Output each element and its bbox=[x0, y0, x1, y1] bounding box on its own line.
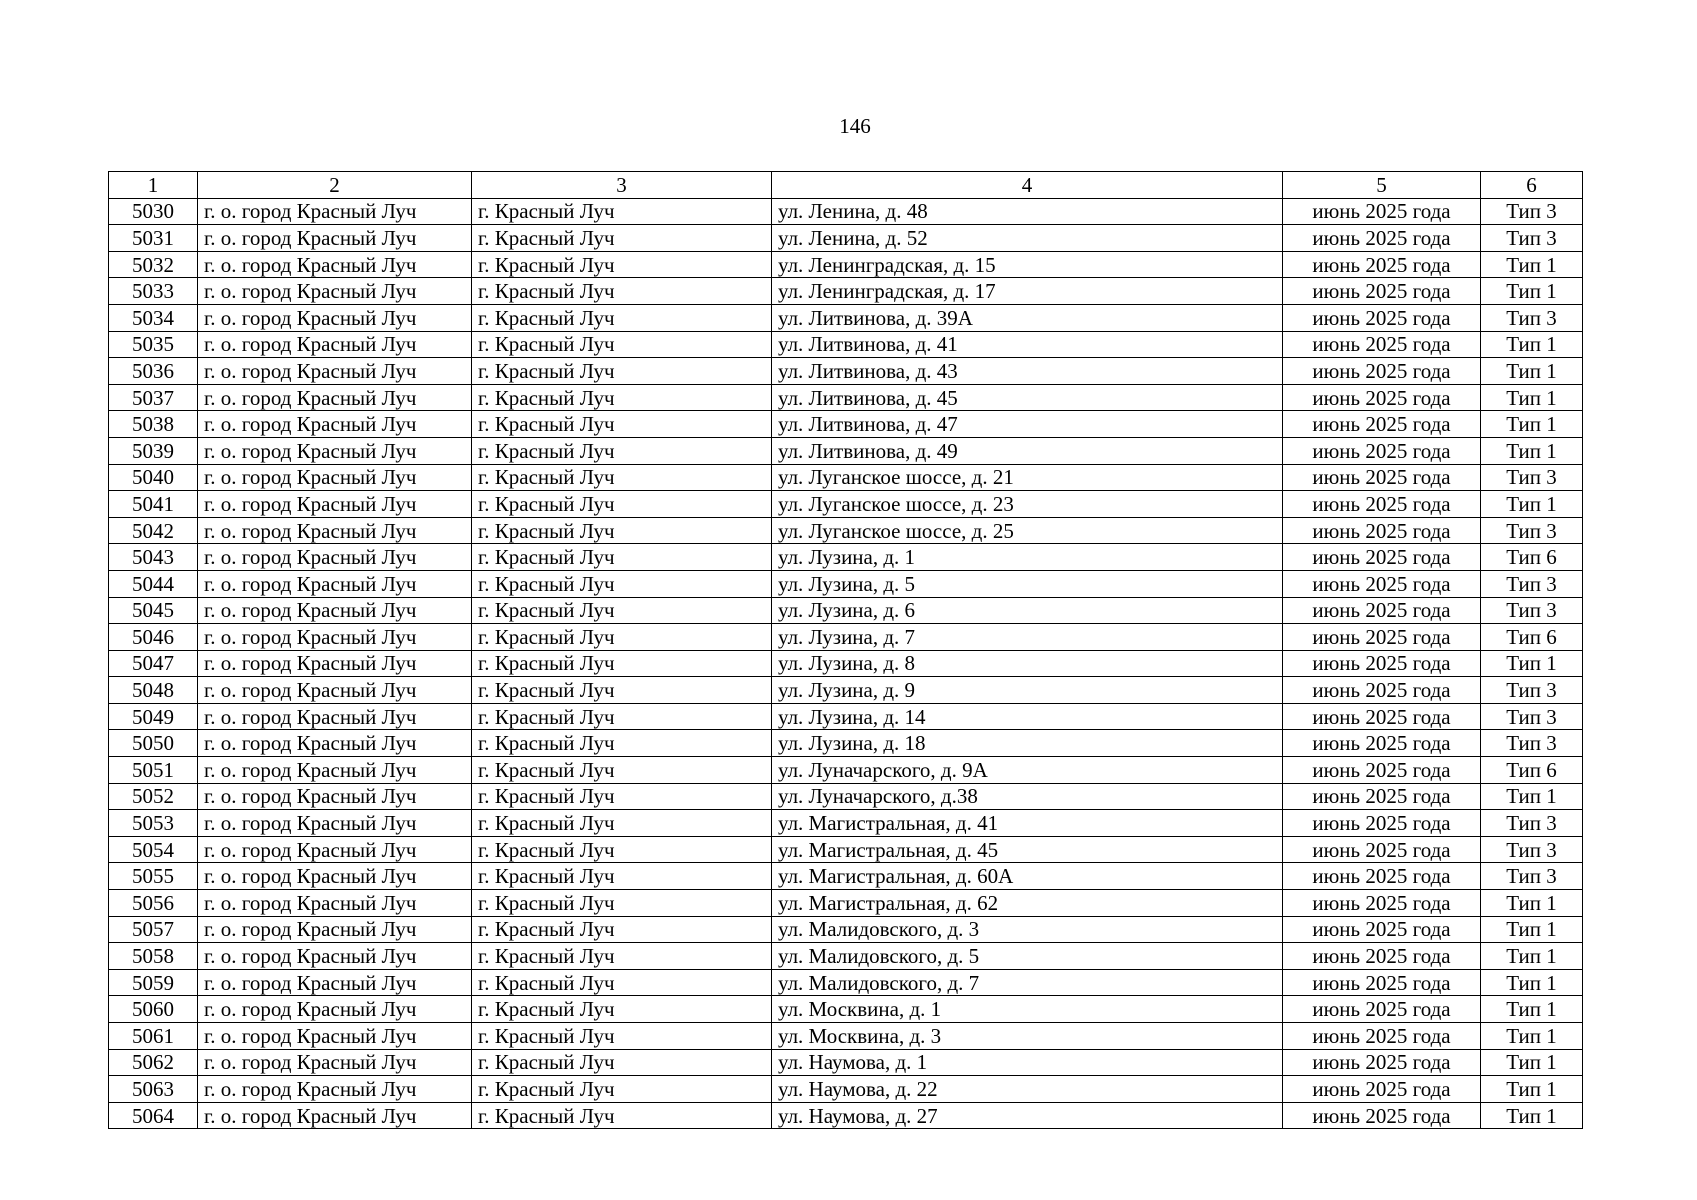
address-cell: ул. Лузина, д. 1 bbox=[772, 544, 1283, 571]
settlement-cell: г. Красный Луч bbox=[472, 464, 772, 491]
municipality-cell: г. о. город Красный Луч bbox=[198, 1102, 472, 1129]
date-cell: июнь 2025 года bbox=[1283, 810, 1481, 837]
row-number: 5042 bbox=[109, 517, 198, 544]
address-cell: ул. Луначарского, д. 9А bbox=[772, 757, 1283, 784]
municipality-cell: г. о. город Красный Луч bbox=[198, 996, 472, 1023]
settlement-cell: г. Красный Луч bbox=[472, 969, 772, 996]
type-cell: Тип 6 bbox=[1481, 757, 1583, 784]
municipality-cell: г. о. город Красный Луч bbox=[198, 1023, 472, 1050]
table-row bbox=[109, 916, 1583, 943]
table-row bbox=[109, 304, 1583, 331]
municipality-cell: г. о. город Красный Луч bbox=[198, 863, 472, 890]
table-row bbox=[109, 996, 1583, 1023]
table-row bbox=[109, 544, 1583, 571]
municipality-cell: г. о. город Красный Луч bbox=[198, 1049, 472, 1076]
date-cell: июнь 2025 года bbox=[1283, 464, 1481, 491]
row-number: 5044 bbox=[109, 570, 198, 597]
settlement-cell: г. Красный Луч bbox=[472, 570, 772, 597]
settlement-cell: г. Красный Луч bbox=[472, 198, 772, 225]
municipality-cell: г. о. город Красный Луч bbox=[198, 198, 472, 225]
date-cell: июнь 2025 года bbox=[1283, 304, 1481, 331]
table-row bbox=[109, 1076, 1583, 1103]
type-cell: Тип 3 bbox=[1481, 730, 1583, 757]
row-number: 5059 bbox=[109, 969, 198, 996]
date-cell: июнь 2025 года bbox=[1283, 757, 1481, 784]
municipality-cell: г. о. город Красный Луч bbox=[198, 783, 472, 810]
type-cell: Тип 1 bbox=[1481, 969, 1583, 996]
settlement-cell: г. Красный Луч bbox=[472, 863, 772, 890]
type-cell: Тип 3 bbox=[1481, 464, 1583, 491]
date-cell: июнь 2025 года bbox=[1283, 225, 1481, 252]
settlement-cell: г. Красный Луч bbox=[472, 650, 772, 677]
address-cell: ул. Литвинова, д. 39А bbox=[772, 304, 1283, 331]
column-header: 6 bbox=[1481, 172, 1583, 199]
row-number: 5055 bbox=[109, 863, 198, 890]
date-cell: июнь 2025 года bbox=[1283, 1076, 1481, 1103]
municipality-cell: г. о. город Красный Луч bbox=[198, 358, 472, 385]
settlement-cell: г. Красный Луч bbox=[472, 1023, 772, 1050]
settlement-cell: г. Красный Луч bbox=[472, 437, 772, 464]
municipality-cell: г. о. город Красный Луч bbox=[198, 411, 472, 438]
type-cell: Тип 1 bbox=[1481, 943, 1583, 970]
address-cell: ул. Луганское шоссе, д. 25 bbox=[772, 517, 1283, 544]
date-cell: июнь 2025 года bbox=[1283, 783, 1481, 810]
date-cell: июнь 2025 года bbox=[1283, 943, 1481, 970]
date-cell: июнь 2025 года bbox=[1283, 1102, 1481, 1129]
type-cell: Тип 1 bbox=[1481, 1102, 1583, 1129]
header-row bbox=[109, 172, 1583, 199]
row-number: 5063 bbox=[109, 1076, 198, 1103]
row-number: 5039 bbox=[109, 437, 198, 464]
settlement-cell: г. Красный Луч bbox=[472, 836, 772, 863]
address-cell: ул. Литвинова, д. 41 bbox=[772, 331, 1283, 358]
row-number: 5032 bbox=[109, 251, 198, 278]
settlement-cell: г. Красный Луч bbox=[472, 943, 772, 970]
address-cell: ул. Наумова, д. 27 bbox=[772, 1102, 1283, 1129]
date-cell: июнь 2025 года bbox=[1283, 703, 1481, 730]
address-cell: ул. Ленина, д. 48 bbox=[772, 198, 1283, 225]
settlement-cell: г. Красный Луч bbox=[472, 996, 772, 1023]
municipality-cell: г. о. город Красный Луч bbox=[198, 677, 472, 704]
date-cell: июнь 2025 года bbox=[1283, 597, 1481, 624]
row-number: 5035 bbox=[109, 331, 198, 358]
row-number: 5037 bbox=[109, 384, 198, 411]
type-cell: Тип 1 bbox=[1481, 437, 1583, 464]
type-cell: Тип 1 bbox=[1481, 251, 1583, 278]
type-cell: Тип 1 bbox=[1481, 384, 1583, 411]
type-cell: Тип 3 bbox=[1481, 198, 1583, 225]
municipality-cell: г. о. город Красный Луч bbox=[198, 890, 472, 917]
row-number: 5057 bbox=[109, 916, 198, 943]
type-cell: Тип 3 bbox=[1481, 304, 1583, 331]
type-cell: Тип 1 bbox=[1481, 783, 1583, 810]
address-cell: ул. Литвинова, д. 43 bbox=[772, 358, 1283, 385]
row-number: 5053 bbox=[109, 810, 198, 837]
table-row bbox=[109, 597, 1583, 624]
address-cell: ул. Наумова, д. 22 bbox=[772, 1076, 1283, 1103]
table-row bbox=[109, 624, 1583, 651]
date-cell: июнь 2025 года bbox=[1283, 969, 1481, 996]
municipality-cell: г. о. город Красный Луч bbox=[198, 597, 472, 624]
address-cell: ул. Лузина, д. 5 bbox=[772, 570, 1283, 597]
row-number: 5058 bbox=[109, 943, 198, 970]
settlement-cell: г. Красный Луч bbox=[472, 1076, 772, 1103]
table-row bbox=[109, 943, 1583, 970]
type-cell: Тип 3 bbox=[1481, 517, 1583, 544]
table-row bbox=[109, 491, 1583, 518]
row-number: 5041 bbox=[109, 491, 198, 518]
date-cell: июнь 2025 года bbox=[1283, 570, 1481, 597]
date-cell: июнь 2025 года bbox=[1283, 517, 1481, 544]
settlement-cell: г. Красный Луч bbox=[472, 703, 772, 730]
address-cell: ул. Ленинградская, д. 17 bbox=[772, 278, 1283, 305]
table-row bbox=[109, 863, 1583, 890]
type-cell: Тип 1 bbox=[1481, 331, 1583, 358]
date-cell: июнь 2025 года bbox=[1283, 677, 1481, 704]
type-cell: Тип 1 bbox=[1481, 1023, 1583, 1050]
table-row bbox=[109, 890, 1583, 917]
row-number: 5043 bbox=[109, 544, 198, 571]
municipality-cell: г. о. город Красный Луч bbox=[198, 437, 472, 464]
settlement-cell: г. Красный Луч bbox=[472, 251, 772, 278]
row-number: 5038 bbox=[109, 411, 198, 438]
row-number: 5031 bbox=[109, 225, 198, 252]
date-cell: июнь 2025 года bbox=[1283, 1023, 1481, 1050]
address-cell: ул. Магистральная, д. 41 bbox=[772, 810, 1283, 837]
row-number: 5049 bbox=[109, 703, 198, 730]
row-number: 5060 bbox=[109, 996, 198, 1023]
type-cell: Тип 3 bbox=[1481, 863, 1583, 890]
settlement-cell: г. Красный Луч bbox=[472, 783, 772, 810]
type-cell: Тип 1 bbox=[1481, 1049, 1583, 1076]
table-header bbox=[109, 172, 1583, 199]
table-row bbox=[109, 730, 1583, 757]
address-cell: ул. Лузина, д. 18 bbox=[772, 730, 1283, 757]
settlement-cell: г. Красный Луч bbox=[472, 278, 772, 305]
municipality-cell: г. о. город Красный Луч bbox=[198, 251, 472, 278]
table-row bbox=[109, 703, 1583, 730]
settlement-cell: г. Красный Луч bbox=[472, 384, 772, 411]
table-row bbox=[109, 969, 1583, 996]
address-cell: ул. Лузина, д. 8 bbox=[772, 650, 1283, 677]
municipality-cell: г. о. город Красный Луч bbox=[198, 703, 472, 730]
type-cell: Тип 1 bbox=[1481, 1076, 1583, 1103]
date-cell: июнь 2025 года bbox=[1283, 358, 1481, 385]
registry-table bbox=[108, 171, 1583, 1129]
table-row bbox=[109, 836, 1583, 863]
date-cell: июнь 2025 года bbox=[1283, 890, 1481, 917]
settlement-cell: г. Красный Луч bbox=[472, 517, 772, 544]
settlement-cell: г. Красный Луч bbox=[472, 597, 772, 624]
settlement-cell: г. Красный Луч bbox=[472, 810, 772, 837]
settlement-cell: г. Красный Луч bbox=[472, 491, 772, 518]
table-row bbox=[109, 198, 1583, 225]
table-row bbox=[109, 677, 1583, 704]
column-header: 5 bbox=[1283, 172, 1481, 199]
settlement-cell: г. Красный Луч bbox=[472, 1049, 772, 1076]
address-cell: ул. Луначарского, д.38 bbox=[772, 783, 1283, 810]
address-cell: ул. Лузина, д. 14 bbox=[772, 703, 1283, 730]
table-row bbox=[109, 783, 1583, 810]
date-cell: июнь 2025 года bbox=[1283, 650, 1481, 677]
address-cell: ул. Луганское шоссе, д. 21 bbox=[772, 464, 1283, 491]
settlement-cell: г. Красный Луч bbox=[472, 624, 772, 651]
row-number: 5030 bbox=[109, 198, 198, 225]
settlement-cell: г. Красный Луч bbox=[472, 331, 772, 358]
address-cell: ул. Лузина, д. 9 bbox=[772, 677, 1283, 704]
address-cell: ул. Литвинова, д. 49 bbox=[772, 437, 1283, 464]
row-number: 5033 bbox=[109, 278, 198, 305]
table-row bbox=[109, 517, 1583, 544]
address-cell: ул. Литвинова, д. 47 bbox=[772, 411, 1283, 438]
column-header: 4 bbox=[772, 172, 1283, 199]
row-number: 5036 bbox=[109, 358, 198, 385]
column-header: 2 bbox=[198, 172, 472, 199]
address-cell: ул. Ленинградская, д. 15 bbox=[772, 251, 1283, 278]
row-number: 5040 bbox=[109, 464, 198, 491]
municipality-cell: г. о. город Красный Луч bbox=[198, 757, 472, 784]
type-cell: Тип 6 bbox=[1481, 544, 1583, 571]
row-number: 5056 bbox=[109, 890, 198, 917]
municipality-cell: г. о. город Красный Луч bbox=[198, 225, 472, 252]
date-cell: июнь 2025 года bbox=[1283, 491, 1481, 518]
row-number: 5046 bbox=[109, 624, 198, 651]
address-cell: ул. Лузина, д. 6 bbox=[772, 597, 1283, 624]
table-row bbox=[109, 1102, 1583, 1129]
municipality-cell: г. о. город Красный Луч bbox=[198, 544, 472, 571]
type-cell: Тип 1 bbox=[1481, 996, 1583, 1023]
table-row bbox=[109, 358, 1583, 385]
type-cell: Тип 3 bbox=[1481, 597, 1583, 624]
type-cell: Тип 3 bbox=[1481, 836, 1583, 863]
date-cell: июнь 2025 года bbox=[1283, 836, 1481, 863]
type-cell: Тип 3 bbox=[1481, 570, 1583, 597]
type-cell: Тип 6 bbox=[1481, 624, 1583, 651]
municipality-cell: г. о. город Красный Луч bbox=[198, 304, 472, 331]
table-row bbox=[109, 757, 1583, 784]
type-cell: Тип 3 bbox=[1481, 677, 1583, 704]
table-row bbox=[109, 331, 1583, 358]
municipality-cell: г. о. город Красный Луч bbox=[198, 331, 472, 358]
table-row bbox=[109, 225, 1583, 252]
address-cell: ул. Малидовского, д. 3 bbox=[772, 916, 1283, 943]
type-cell: Тип 1 bbox=[1481, 890, 1583, 917]
settlement-cell: г. Красный Луч bbox=[472, 890, 772, 917]
settlement-cell: г. Красный Луч bbox=[472, 225, 772, 252]
address-cell: ул. Магистральная, д. 45 bbox=[772, 836, 1283, 863]
date-cell: июнь 2025 года bbox=[1283, 331, 1481, 358]
type-cell: Тип 1 bbox=[1481, 491, 1583, 518]
municipality-cell: г. о. город Красный Луч bbox=[198, 384, 472, 411]
date-cell: июнь 2025 года bbox=[1283, 411, 1481, 438]
row-number: 5047 bbox=[109, 650, 198, 677]
type-cell: Тип 3 bbox=[1481, 225, 1583, 252]
date-cell: июнь 2025 года bbox=[1283, 624, 1481, 651]
settlement-cell: г. Красный Луч bbox=[472, 304, 772, 331]
table-body bbox=[109, 198, 1583, 1129]
municipality-cell: г. о. город Красный Луч bbox=[198, 624, 472, 651]
table-row bbox=[109, 650, 1583, 677]
date-cell: июнь 2025 года bbox=[1283, 730, 1481, 757]
address-cell: ул. Магистральная, д. 62 bbox=[772, 890, 1283, 917]
municipality-cell: г. о. город Красный Луч bbox=[198, 730, 472, 757]
settlement-cell: г. Красный Луч bbox=[472, 916, 772, 943]
settlement-cell: г. Красный Луч bbox=[472, 544, 772, 571]
date-cell: июнь 2025 года bbox=[1283, 251, 1481, 278]
address-cell: ул. Лузина, д. 7 bbox=[772, 624, 1283, 651]
row-number: 5061 bbox=[109, 1023, 198, 1050]
municipality-cell: г. о. город Красный Луч bbox=[198, 517, 472, 544]
row-number: 5064 bbox=[109, 1102, 198, 1129]
type-cell: Тип 1 bbox=[1481, 411, 1583, 438]
date-cell: июнь 2025 года bbox=[1283, 916, 1481, 943]
municipality-cell: г. о. город Красный Луч bbox=[198, 969, 472, 996]
settlement-cell: г. Красный Луч bbox=[472, 730, 772, 757]
type-cell: Тип 1 bbox=[1481, 358, 1583, 385]
table-row bbox=[109, 1049, 1583, 1076]
table-row bbox=[109, 278, 1583, 305]
row-number: 5034 bbox=[109, 304, 198, 331]
row-number: 5052 bbox=[109, 783, 198, 810]
address-cell: ул. Москвина, д. 1 bbox=[772, 996, 1283, 1023]
type-cell: Тип 3 bbox=[1481, 703, 1583, 730]
settlement-cell: г. Красный Луч bbox=[472, 1102, 772, 1129]
row-number: 5062 bbox=[109, 1049, 198, 1076]
page-number: 146 bbox=[839, 114, 871, 138]
date-cell: июнь 2025 года bbox=[1283, 1049, 1481, 1076]
municipality-cell: г. о. город Красный Луч bbox=[198, 491, 472, 518]
table-row bbox=[109, 464, 1583, 491]
settlement-cell: г. Красный Луч bbox=[472, 358, 772, 385]
municipality-cell: г. о. город Красный Луч bbox=[198, 943, 472, 970]
settlement-cell: г. Красный Луч bbox=[472, 677, 772, 704]
type-cell: Тип 1 bbox=[1481, 916, 1583, 943]
table-row bbox=[109, 1023, 1583, 1050]
address-cell: ул. Ленина, д. 52 bbox=[772, 225, 1283, 252]
type-cell: Тип 1 bbox=[1481, 650, 1583, 677]
column-header: 3 bbox=[472, 172, 772, 199]
settlement-cell: г. Красный Луч bbox=[472, 757, 772, 784]
date-cell: июнь 2025 года bbox=[1283, 437, 1481, 464]
municipality-cell: г. о. город Красный Луч bbox=[198, 1076, 472, 1103]
date-cell: июнь 2025 года bbox=[1283, 996, 1481, 1023]
row-number: 5045 bbox=[109, 597, 198, 624]
date-cell: июнь 2025 года bbox=[1283, 198, 1481, 225]
municipality-cell: г. о. город Красный Луч bbox=[198, 464, 472, 491]
address-cell: ул. Магистральная, д. 60А bbox=[772, 863, 1283, 890]
table-row bbox=[109, 570, 1583, 597]
municipality-cell: г. о. город Красный Луч bbox=[198, 916, 472, 943]
date-cell: июнь 2025 года bbox=[1283, 278, 1481, 305]
table-row bbox=[109, 437, 1583, 464]
row-number: 5051 bbox=[109, 757, 198, 784]
municipality-cell: г. о. город Красный Луч bbox=[198, 570, 472, 597]
table-row bbox=[109, 810, 1583, 837]
address-cell: ул. Малидовского, д. 5 bbox=[772, 943, 1283, 970]
date-cell: июнь 2025 года bbox=[1283, 863, 1481, 890]
row-number: 5048 bbox=[109, 677, 198, 704]
address-cell: ул. Наумова, д. 1 bbox=[772, 1049, 1283, 1076]
column-header: 1 bbox=[109, 172, 198, 199]
type-cell: Тип 1 bbox=[1481, 278, 1583, 305]
row-number: 5054 bbox=[109, 836, 198, 863]
municipality-cell: г. о. город Красный Луч bbox=[198, 278, 472, 305]
address-cell: ул. Литвинова, д. 45 bbox=[772, 384, 1283, 411]
municipality-cell: г. о. город Красный Луч bbox=[198, 836, 472, 863]
municipality-cell: г. о. город Красный Луч bbox=[198, 650, 472, 677]
table-row bbox=[109, 251, 1583, 278]
date-cell: июнь 2025 года bbox=[1283, 384, 1481, 411]
address-cell: ул. Малидовского, д. 7 bbox=[772, 969, 1283, 996]
table-row bbox=[109, 411, 1583, 438]
row-number: 5050 bbox=[109, 730, 198, 757]
municipality-cell: г. о. город Красный Луч bbox=[198, 810, 472, 837]
address-cell: ул. Луганское шоссе, д. 23 bbox=[772, 491, 1283, 518]
date-cell: июнь 2025 года bbox=[1283, 544, 1481, 571]
table-row bbox=[109, 384, 1583, 411]
type-cell: Тип 3 bbox=[1481, 810, 1583, 837]
settlement-cell: г. Красный Луч bbox=[472, 411, 772, 438]
address-cell: ул. Москвина, д. 3 bbox=[772, 1023, 1283, 1050]
